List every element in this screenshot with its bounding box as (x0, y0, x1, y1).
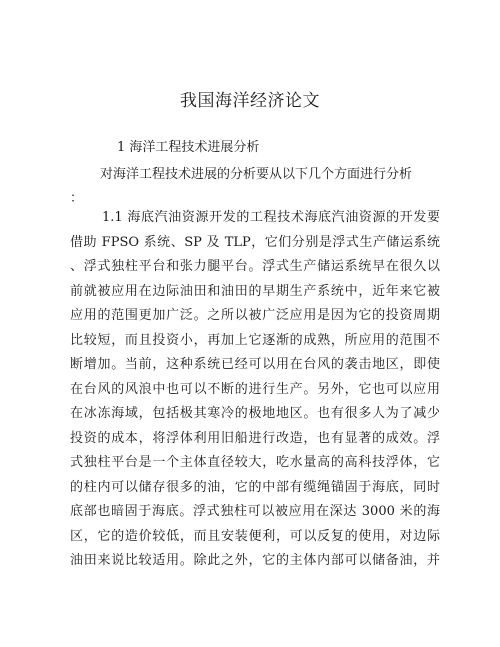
body-line: 应用的范围更加广泛。之所以被广泛应用是因为它的投资周期 (70, 308, 440, 323)
body-line: 前就被应用在边际油田和油田的早期生产系统中，近年来它被 (70, 283, 440, 299)
document-title: 我国海洋经济论文 (180, 91, 320, 111)
body-line: 、浮式独柱平台和张力腿平台。浮式生产储运系统早在很久以 (70, 259, 440, 274)
body-line: 断增加。当前，这种系统已经可以用在台风的袭击地区，即使 (70, 357, 440, 372)
body-line: 区，它的造价较低，而且安装便利，可以反复的使用，对边际 (70, 528, 440, 544)
body-line: 在台风的风浪中也可以不断的进行生产。另外，它也可以应用 (70, 381, 440, 397)
body-line: 1.1 海底汽油资源开发的工程技术海底汽油资源的开发要 (102, 210, 440, 225)
body-line: 在冰冻海域，包括极其寒冷的极地地区。也有很多人为了减少 (70, 406, 440, 421)
intro-paragraph: 对海洋工程技术进展的分析要从以下几个方面进行分析 (100, 167, 413, 182)
intro-colon: ： (70, 191, 84, 206)
body-line: 油田来说比较适用。除此之外，它的主体内部可以储备油，并 (70, 553, 440, 568)
body-line: 的柱内可以储存很多的油，它的中部有缆绳锚固于海底，同时 (70, 479, 440, 495)
body-line: 投资的成本，将浮体利用旧船进行改造，也有显著的成效。浮 (70, 430, 440, 446)
section-heading: 1 海洋工程技术进展分析 (117, 140, 260, 155)
body-line: 式独柱平台是一个主体直径较大，吃水量高的高科技浮体，它 (70, 455, 440, 470)
body-paragraph (70, 206, 440, 574)
body-line: 借助 FPSO 系统、SP 及 TLP，它们分别是浮式生产储运系统 (70, 234, 440, 250)
body-line: 比较短，而且投资小，再加上它逐渐的成熟，所应用的范围不 (70, 332, 440, 348)
body-line: 底部也暗固于海底。浮式独柱可以被应用在深达 3000 米的海 (70, 504, 440, 519)
